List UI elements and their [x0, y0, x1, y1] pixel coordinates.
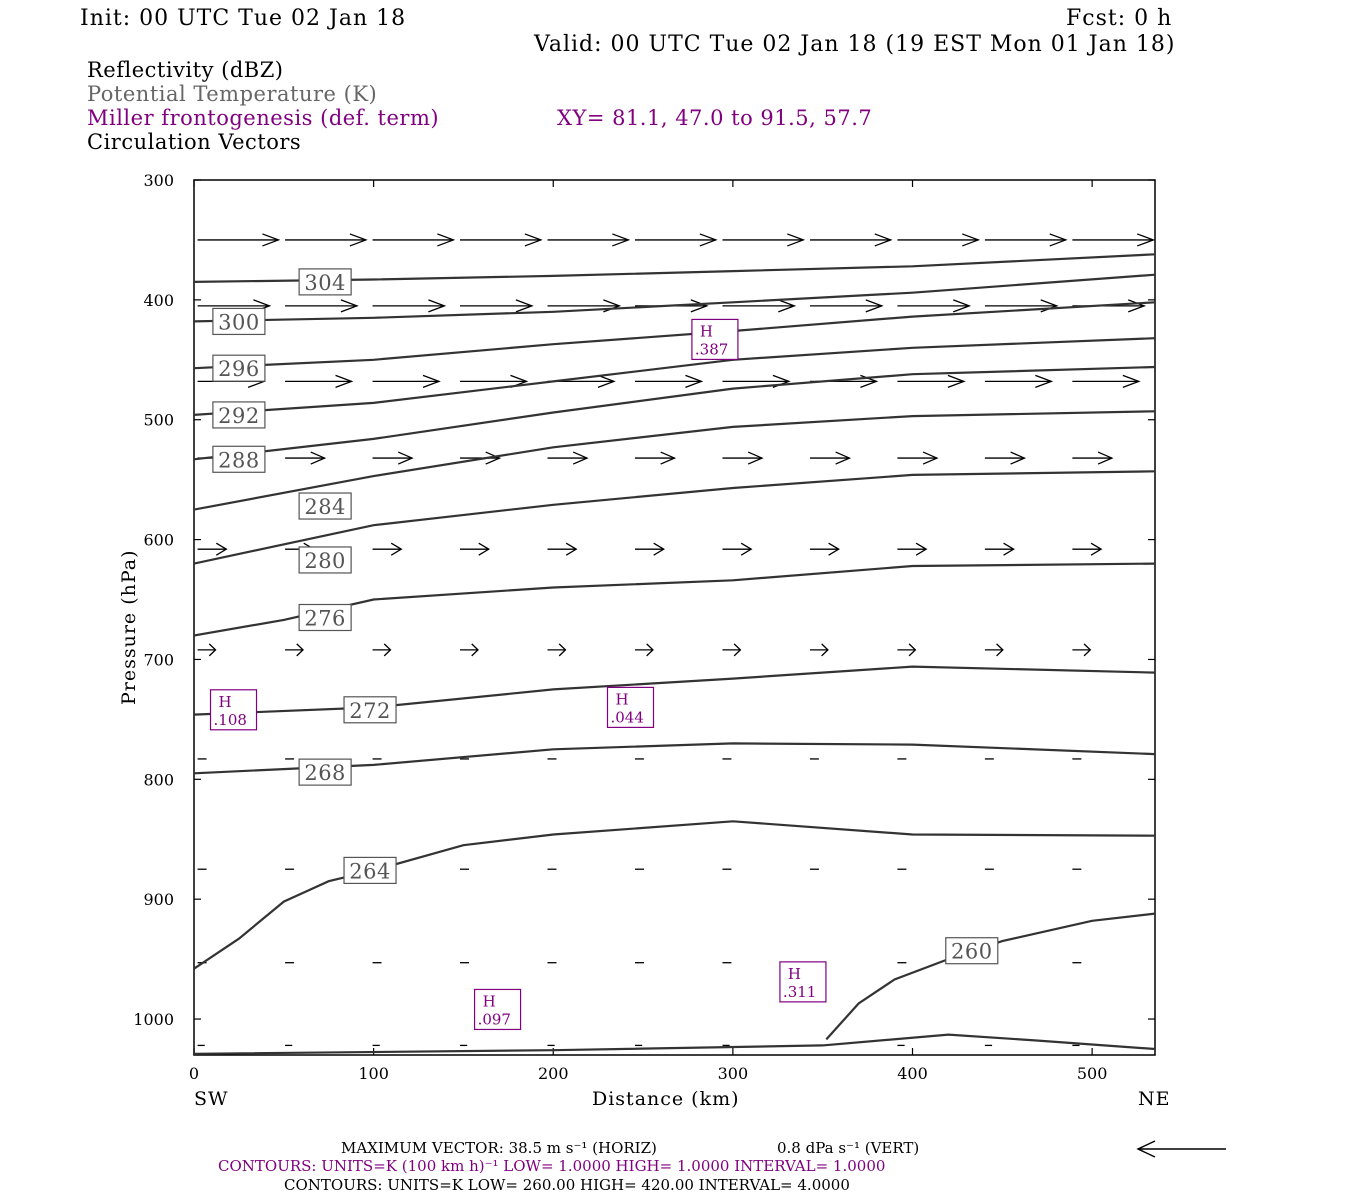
- x-tick-label: 400: [897, 1064, 928, 1083]
- frontogenesis-max-letter: H: [218, 692, 232, 711]
- theta-contours: [194, 254, 1155, 1054]
- theta-label: 272: [349, 698, 391, 723]
- field-reflectivity: Reflectivity (dBZ): [87, 58, 284, 82]
- theta-contour-296: [194, 302, 1155, 368]
- x-axis-title: Distance (km): [592, 1088, 740, 1110]
- theta-contour-264: [194, 821, 1155, 968]
- theta-label: 284: [304, 495, 346, 520]
- frontogenesis-max-value: .108: [213, 710, 247, 729]
- theta-contour-surface: [194, 1035, 1155, 1054]
- circulation-vectors: [198, 234, 1154, 1045]
- theta-label: 300: [218, 310, 260, 335]
- frontogenesis-max-letter: H: [699, 322, 714, 341]
- field-circulation-vectors: Circulation Vectors: [87, 130, 302, 154]
- theta-label: 304: [304, 270, 346, 295]
- y-tick-label: 300: [143, 171, 174, 190]
- theta-label: 260: [950, 939, 993, 964]
- y-tick-label: 400: [143, 290, 174, 310]
- y-tick-label: 500: [143, 410, 174, 430]
- theta-contour-info: CONTOURS: UNITS=K LOW= 260.00 HIGH= 420.00 INTERVAL= 4.0000: [284, 1176, 850, 1194]
- x-tick-label: 100: [358, 1064, 389, 1083]
- theta-label: 268: [304, 761, 346, 786]
- theta-label: 288: [218, 448, 260, 473]
- theta-label: 292: [218, 403, 260, 428]
- x-axis-end-label: NE: [1138, 1088, 1171, 1110]
- max-vector-arrow: [1138, 1141, 1226, 1157]
- frontogenesis-max-value: .044: [610, 708, 644, 727]
- frontogenesis-max-letter: H: [787, 964, 802, 983]
- field-potential-temperature: Potential Temperature (K): [87, 82, 378, 106]
- y-tick-label: 900: [143, 890, 174, 910]
- field-frontogenesis: Miller frontogenesis (def. term): [87, 106, 440, 130]
- max-vector-horiz: MAXIMUM VECTOR: 38.5 m s⁻¹ (HORIZ): [341, 1139, 657, 1157]
- frontogenesis-max-letter: H: [615, 690, 629, 709]
- frontogenesis-max-value: .097: [477, 1010, 511, 1029]
- theta-contour-260: [826, 914, 1155, 1040]
- max-vector-vert: 0.8 dPa s⁻¹ (VERT): [777, 1139, 920, 1157]
- cross-section-endpoints: XY= 81.1, 47.0 to 91.5, 57.7: [557, 106, 873, 130]
- frontogenesis-contour-info: CONTOURS: UNITS=K (100 km h)⁻¹ LOW= 1.0000 HIGH= 1.0000 INTERVAL= 1.0000: [218, 1157, 886, 1175]
- x-tick-label: 300: [717, 1064, 749, 1083]
- x-tick-label: 500: [1076, 1064, 1108, 1083]
- theta-label: 276: [304, 606, 346, 631]
- frontogenesis-max-letter: H: [482, 992, 496, 1011]
- theta-label: 280: [304, 548, 346, 573]
- frontogenesis-max-value: .311: [782, 982, 817, 1001]
- y-tick-label: 700: [143, 650, 174, 670]
- init-time: Init: 00 UTC Tue 02 Jan 18: [80, 6, 407, 31]
- theta-label: 296: [218, 357, 260, 382]
- x-axis-start-label: SW: [194, 1088, 229, 1110]
- y-tick-label: 1000: [133, 1010, 174, 1030]
- theta-contour-labels: [213, 269, 998, 964]
- x-tick-label: 0: [188, 1064, 200, 1083]
- theta-label: 264: [349, 859, 391, 884]
- forecast-hour: Fcst: 0 h: [1066, 6, 1173, 31]
- x-tick-label: 200: [537, 1064, 569, 1083]
- y-tick-label: 600: [143, 530, 174, 550]
- frontogenesis-max-value: .387: [694, 340, 729, 359]
- valid-time: Valid: 00 UTC Tue 02 Jan 18 (19 EST Mon 01 Jan 18): [534, 32, 1176, 57]
- y-tick-label: 800: [143, 770, 174, 790]
- y-axis-title: Pressure (hPa): [118, 549, 140, 705]
- theta-contour-272: [194, 667, 1155, 715]
